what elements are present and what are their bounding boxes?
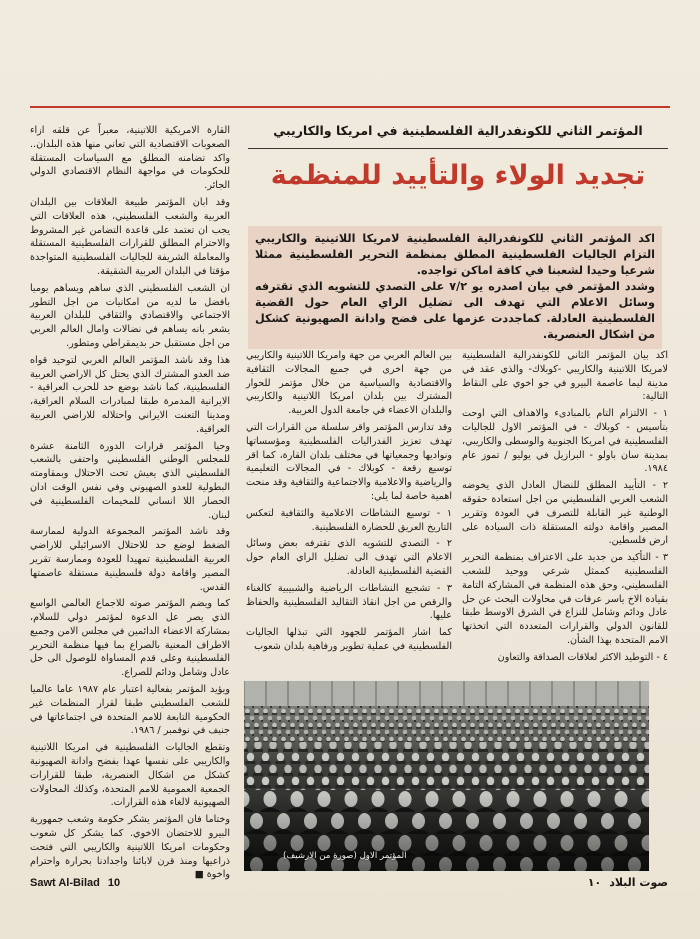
intro-paragraph: وشدد المؤتمر في بيان اصدره يو ٧/٢ على التصدي للتشويه الذي تقترفه وسائل الاعلام التي تهدف الى تضليل الراي العام حول القضية الفلسطينية العادلة. كماجددت عزمها على فضح وادانة الصهيونية كشكل من اشكال العنصرية.: [255, 280, 655, 341]
article-title-block: [248, 120, 668, 195]
paragraph: ١ - الالتزام التام بالمبادىء والاهداف التي اوحت بتأسيس - كوبلاك - في المؤتمر الاول للجاليات الفلسطينية في امريكا الجنوبية والوسطى والكاريبي، بمدينة سان باولو - البرازيل في يوليو / تموز عام ١٩٨٤.: [462, 408, 668, 475]
paragraph: كما اشار المؤتمر للجهود التي تبذلها الجاليات الفلسطينية في عملية تطوير ورفاهية بلدان شعوب: [246, 627, 452, 652]
paragraph: وقد ابان المؤتمر طبيعة العلاقات بين البلدان العربية والشعب الفلسطيني، هذه العلاقات التي يجب ان تعتمد على قاعدة التضامن غير المشروط والاحترام المطلق للقرارات الفلسطينية المستقلة والمعاملة الشريفة للجاليات الفلسطينية المتواجدة مؤقتا في البلدان العربية الشقيقة.: [30, 196, 230, 277]
paragraph: ويؤيد المؤتمر بفعالية اعتبار عام ١٩٨٧ عاما عالميا للشعب الفلسطيني طبقا لقرار المنظمات غير الحكومية التابعة للامم المتحدة في اجتماعاتها في جنيف في نوفمبر / ١٩٨٦.: [30, 684, 230, 737]
paragraph: ان الشعب الفلسطيني الذي ساهم ويساهم يوميا بافضل ما لديه من امكانيات من اجل التطور الاجتماعي والاقتصادي والثقافي للبلدان العربية يشعر بانه يساهم في نضالات وامال العالم العربي من اجل مستقبل حر بديمقراطي ومتطور.: [30, 282, 230, 349]
paragraph: ٣ - تشجيع النشاطات الرياضية والشبيبية كالغناء والرقص من اجل انقاذ التقاليد الفلسطينية والحفاظ عليها.: [246, 582, 452, 622]
page-number-latin: 10: [107, 877, 121, 889]
conference-photo: [243, 680, 650, 872]
article-kicker: المؤتمر الثاني للكونفدرالية الفلسطينية في امريكا والكاريبي: [248, 120, 668, 149]
paragraph: وتقطع الجاليات الفلسطينية في امريكا اللاتينية والكاريبي على نفسها عهدا بفضح وادانة الصهيونية كشكل من اشكال العنصرية، طبقا للقرارات الجمعية العمومية للامم المتحدة، وكذلك المحاولات الصهيونية لالغاء هذه القرارات.: [30, 742, 230, 809]
paragraph: القارة الامريكية اللاتينية، معبراً عن قلقه ازاء الصعوبات الاقتصادية التي تعاني منها هذه البلدان.. واكد تضامنه المطلق مع السياسات المستقلة للحكومات في مواجهة النظام الاقتصادي الدولي الجائر.: [30, 125, 230, 192]
publication-name-arabic: صوت البلاد: [609, 876, 668, 889]
intro-paragraph: اكد المؤتمر الثاني للكونفدرالية الفلسطينية لامريكا اللاتينية والكاريبي التزام الجاليات الفلسطينية المطلق بمنظمة التحرير الفلسطينية ممثلا شرعيا وحيدا لشعبنا في كافة اماكن تواجده.: [255, 232, 655, 277]
paragraph: اكد بيان المؤتمر الثاني للكونفدرالية الفلسطينية لامريكا اللاتينية والكاريبي -كوبلاك- والذي عقد في مدينة ليما عاصمة البيرو في جو اخوي على النقاط التالية:: [462, 350, 668, 403]
article-intro-box: [248, 226, 662, 349]
footer-latin: [30, 876, 120, 890]
column-middle: [246, 349, 452, 657]
conference-crowd-image: [243, 680, 650, 872]
column-left: [30, 124, 230, 885]
publication-name-latin: Sawt Al-Bilad: [30, 877, 100, 889]
paragraph: وختاما فان المؤتمر يشكر حكومة وشعب جمهورية البيرو للاحتضان الاخوي. كما يشكر كل شعوب وحكومات امريكا اللاتينية والكاريبي التي فتحت ذراعيها ومنذ قرن لابائنا واجدادنا بحرارة واحترام واخوة ■: [30, 814, 230, 881]
paragraph: ٢ - التأييد المطلق للنضال العادل الذي يخوضه الشعب العربي الفلسطيني من اجل استعادة حقوقه الوطنية غير القابلة للتصرف في العودة وتقرير المصير واقامة دولته المستقلة ذات السيادة على ارض فلسطين.: [462, 480, 668, 547]
paragraph: وقد تدارس المؤتمر واقر سلسلة من القرارات التي تهدف تعزيز الفدراليات الفلسطينية ومؤسساتها ونواديها وجمعياتها في مختلف بلدان القارة، كما اقر توسيع رقعة - كوبلاك - في المجالات التعليمية والرياضية والاعلامية والاجتماعية والثقافية وقد منحت اهمية خاصة لما يلي:: [246, 421, 452, 502]
top-red-rule: [30, 106, 670, 108]
footer-arabic: [588, 875, 668, 890]
paragraph: ٤ - التوطيد الاكثر لعلاقات الصداقة والتعاون: [497, 651, 668, 663]
page-number-arabic: ١٠: [587, 876, 602, 889]
article-headline: تجديد الولاء والتأييد للمنظمة: [270, 160, 646, 191]
paragraph: ٢ - التصدي للتشويه الذي تقترفه بعض وسائل الاعلام التي تهدف الى تضليل الراي العام حول القضية الفلسطينية العادلة.: [246, 538, 452, 577]
photo-caption: المؤتمر الاول (صورة من الارشيف): [283, 851, 407, 861]
paragraph: وقد ناشد المؤتمر المجموعة الدولية لممارسة الضغط لوضع حد للاحتلال الاسرائيلي للاراضي العربية الفلسطينية تمهيدا للعودة وممارسة تقرير المصير واقامة دولة فلسطينية مستقلة عاصمتها القدس.: [30, 526, 230, 593]
paragraph: كما ويضم المؤتمر صوته للاجماع العالمي الواسع الذي يصر عل الدعوة لمؤتمر دولي للسلام، بمشاركة الاعضاء الدائمين في مجلس الامن وجميع الاطراف المعنية بالصراع بما فيها منظمة التحرير الفلسطينية وعلى قدم المساواة للوصول الى حل عادل وشامل ودائم للصراع.: [30, 598, 230, 679]
paragraph: ٣ - التأكيد من جديد على الاعتراف بمنظمة التحرير الفلسطينية كممثل شرعي ووحيد للشعب الفلسطيني، وحق هذه المنظمة في المشاركة التامة بقيادة الاخ ياسر عرفات في محاولات البحث عن حل عادل ودائم وشامل للنزاع في الشرق الاوسط طبقا للقانون الدولي والقرارات المتعددة التي اتخذتها الامم المتحدة بهذا الشأن.: [462, 552, 668, 646]
paragraph: بين العالم العربي من جهة وامريكا اللاتينية والكاريبي من جهة اخرى في جميع المجالات الثقافية والاقتصادية والسياسية من خلال مؤتمر للحوار المشترك بين بلدان امريكا اللاتينية والكاريبي والبلدان الاعضاء في جامعة الدول العربية.: [246, 350, 452, 417]
column-right: [462, 349, 668, 668]
paragraph: هذا وقد ناشد المؤتمر العالم العربي لتوحيد قواه ضد العدو المشترك الذي يحتل كل الاراضي العربية الفلسطينية، كما ناشد بوضع حد للحرب العراقية - الايرانية المدمرة طبقا لمبادرات السلام العراقية، ومدينا التعنت الايراني واحتلاله للاراضي العربية العراقية.: [30, 354, 230, 435]
paragraph: وحيا المؤتمر قرارات الدورة الثامنة عشرة للمجلس الوطني الفلسطيني واحتفى بالشعب الفلسطيني الذي يعيش تحت الاحتلال وبمقاومته البطولية للعدو الصهيوني وفي نفس الوقت ادان الحصار اللا انساني للمخيمات الفلسطينية في لبنان.: [30, 440, 230, 521]
paragraph: ١ - توسيع النشاطات الاعلامية والثقافية لتعكس التاريخ العريق للحضارة الفلسطينية.: [246, 507, 452, 533]
